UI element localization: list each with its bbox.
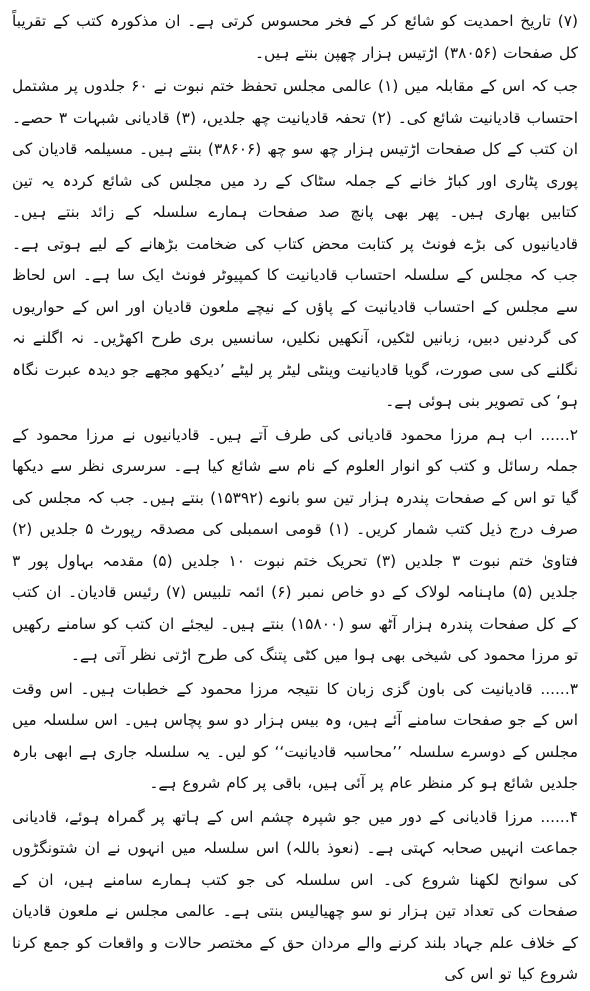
paragraph-2: جب کہ اس کے مقابلہ میں (۱) عالمی مجلس تحفظ ختم نبوت نے ۶۰ جلدوں پر مشتمل احتساب قادیانیت شائع کی۔ (۲) تحفہ قادیانیت چھ جلدیں، (۳) قادیانی شبہات ۳ حصے۔ ان کتب کے کل صفحات اڑتیس ہزار چھ سو چھ (۳۸۶۰۶) بنتے ہیں۔ مسیلمہ قادیان کی پوری پٹاری اور کباڑ خانے کے جملہ سٹاک کے رد میں مجلس کی شائع کردہ یہ تین کتابیں بھاری ہیں۔ پھر بھی پانچ صد صفحات ہمارے سلسلہ کے زائد بنتے ہیں۔ قادیانیوں کی بڑے فونٹ پر کتابت محض کتاب کی ضخامت بڑھانے کے لیے ہوتی ہے۔ جب کہ مجلس کے سلسلہ احتساب قادیانیت کا کمپیوٹر فونٹ ایک سا ہے۔ اس لحاظ سے مجلس کے احتساب قادیانیت کے پاؤں کے نیچے ملعون قادیان اور اس کے حواریوں کی گردنیں دبیں، زبانیں لٹکیں، آنکھیں نکلیں، سانسیں بری طرح اکھڑیں۔ نہ اگلنے نہ نگلنے کی سی صورت، گویا قادیانیت وینٹی لیٹر پر لیٹے ’دیکھو مجھے جو دیدہ عبرت نگاہ ہو‘ کی تصویر بنی ہوئی ہے۔ <box>12 77 579 410</box>
paragraph-5: ۴...... مرزا قادیانی کے دور میں جو شپرہ چشم اس کے ہاتھ پر گمراہ ہوئے، قادیانی جماعت انہیں صحابہ کہتی ہے۔ (نعوذ باللہ) اس سلسلہ میں انہوں نے ان شتونگڑوں کی سوانح لکھنا شروع کی۔ اس سلسلہ کی جو کتب ہمارے سامنے ہیں، ان کے صفحات کی تعداد تین ہزار نو سو چھیالیس بنتی ہے۔ عالمی مجلس نے ملعون قادیان کے خلاف علم جہاد بلند کرنے والے مردان حق کے مختصر حالات و واقعات کو جمع کرنا شروع کیا تو اس کی <box>12 807 578 983</box>
paragraph-4: ۳...... قادیانیت کی باون گزی زبان کا نتیجہ مرزا محمود کے خطبات ہیں۔ اس وقت اس کے جو صفحات سامنے آئے ہیں، وہ بیس ہزار دو سو پچاس ہیں۔ اس سلسلہ میں مجلس کے دوسرے سلسلہ ’’محاسبہ قادیانیت‘‘ کو لیں۔ یہ سلسلہ جاری ہے ابھی بارہ جلدیں شائع ہو کر منظر عام پر آئی ہیں، باقی پر کام شروع ہے۔ <box>12 679 578 792</box>
paragraph-1: (۷) تاریخ احمدیت کو شائع کر کے فخر محسوس کرتی ہے۔ ان مذکورہ کتب کے تقریباً کل صفحات (۳۸۰۵۶) اڑتیس ہزار چھپن بنتے ہیں۔ <box>12 12 578 62</box>
paragraph-3: ۲...... اب ہم مرزا محمود قادیانی کی طرف آتے ہیں۔ قادیانیوں نے مرزا محمود کے جملہ رسائل و کتب کو انوار العلوم کے نام سے شائع کیا ہے۔ سرسری نظر سے دیکھا گیا تو اس کے صفحات پندرہ ہزار تین سو بانوے (۱۵۳۹۲) بنتے ہیں۔ جب کہ مجلس کی صرف درج ذیل کتب شمار کریں۔ (۱) قومی اسمبلی کی مصدقہ رپورٹ ۵ جلدیں (۲) فتاویٰ ختم نبوت ۳ جلدیں (۳) تحریک ختم نبوت ۱۰ جلدیں (۵) مقدمہ بہاول پور ۳ جلدیں (۵) ماہنامہ لولاک کے دو خاص نمبر (۶) ائمہ تلبیس (۷) رئیس قادیان۔ ان کتب کے کل صفحات پندرہ ہزار آٹھ سو (۱۵۸۰۰) بنتے ہیں۔ لیجئے ان کتب کو سامنے رکھیں تو مرزا محمود کی شیخی بھی ہوا میں کٹی پتنگ کی طرح اڑتی نظر آتی ہے۔ <box>12 425 579 664</box>
